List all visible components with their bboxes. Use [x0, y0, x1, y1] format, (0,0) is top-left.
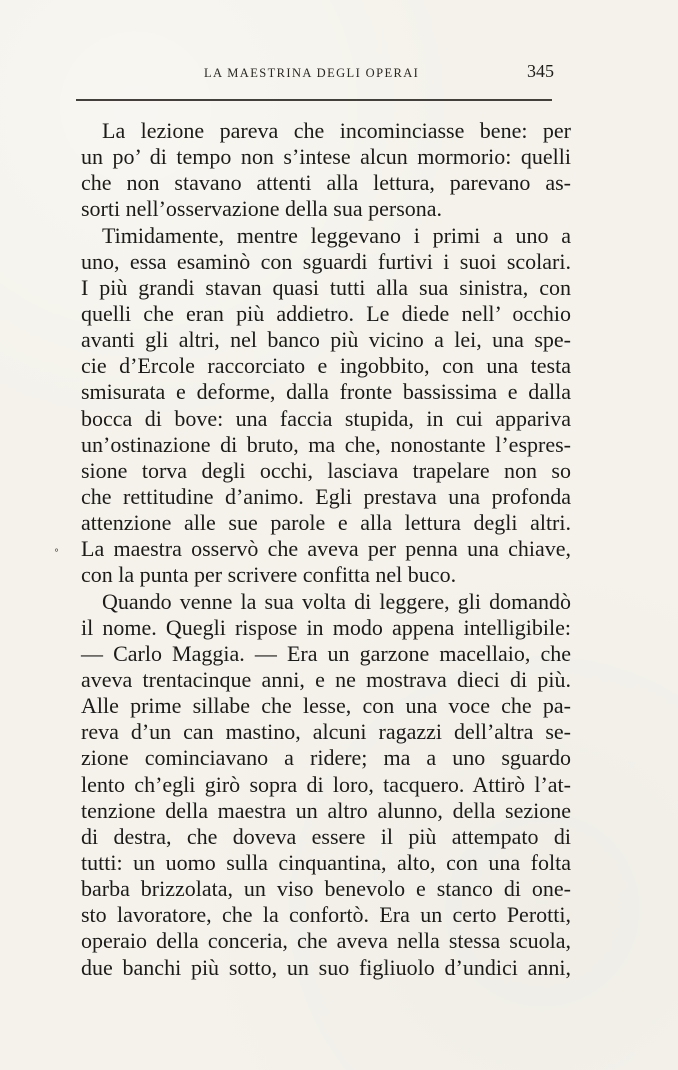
- text-line: sione torva degli occhi, lasciava trapelare non so: [81, 457, 571, 483]
- text-line: Timidamente, mentre leggevano i primi a uno a: [102, 222, 571, 248]
- margin-mark: °: [54, 548, 59, 559]
- running-title: LA MAESTRINA DEGLI OPERAI: [204, 66, 420, 80]
- text-line: tenzione della maestra un altro alunno, della sezione: [81, 797, 571, 823]
- text-line: La maestra osservò che aveva per penna una chiave,: [81, 536, 571, 562]
- text-line: attenzione alle sue parole e alla lettura degli altri.: [81, 510, 571, 536]
- text-line: cie d’Ercole raccorciato e ingobbito, con una testa: [81, 353, 571, 379]
- text-line: di destra, che doveva essere il più attempato di: [81, 823, 571, 849]
- text-line: Alle prime sillabe che lesse, con una voce che pa-: [81, 693, 571, 719]
- text-line: aveva trentacinque anni, e ne mostrava dieci di più.: [81, 666, 571, 692]
- header-rule: [76, 99, 552, 101]
- text-line: reva d’un can mastino, alcuni ragazzi dell’altra se-: [81, 719, 571, 745]
- text-line: che non stavano attenti alla lettura, parevano as-: [81, 170, 571, 196]
- page-number: 345: [527, 61, 554, 81]
- text-line: I più grandi stavan quasi tutti alla sua sinistra, con: [81, 274, 571, 300]
- text-line: avanti gli altri, nel banco più vicino a lei, una spe-: [81, 327, 571, 353]
- text-line: uno, essa esaminò con sguardi furtivi i suoi scolari.: [81, 248, 571, 274]
- text-line: — Carlo Maggia. — Era un garzone macellaio, che: [81, 640, 571, 666]
- body-text: [81, 118, 571, 981]
- text-line: il nome. Quegli rispose in modo appena intelligibile:: [81, 614, 571, 640]
- text-line: due banchi più sotto, un suo figliuolo d’undici anni,: [81, 954, 571, 980]
- text-line: lento ch’egli girò sopra di loro, tacquero. Attirò l’at-: [81, 771, 571, 797]
- text-line: operaio della conceria, che aveva nella stessa scuola,: [81, 928, 571, 954]
- text-line: barba brizzolata, un viso benevolo e stanco di one-: [81, 876, 571, 902]
- text-line: tutti: un uomo sulla cinquantina, alto, con una folta: [81, 849, 571, 875]
- text-line: bocca di bove: una faccia stupida, in cui appariva: [81, 405, 571, 431]
- text-line: sorti nell’osservazione della sua persona.: [81, 196, 443, 222]
- text-line: che rettitudine d’animo. Egli prestava una profonda: [81, 483, 571, 509]
- text-line: sto lavoratore, che la confortò. Era un certo Perotti,: [81, 902, 571, 928]
- text-line: con la punta per scrivere confitta nel buco.: [81, 562, 457, 588]
- text-line: Quando venne la sua volta di leggere, gli domandò: [102, 588, 571, 614]
- text-line: quelli che eran più addietro. Le diede nell’ occhio: [81, 300, 571, 326]
- text-line: zione cominciavano a ridere; ma a uno sguardo: [81, 745, 571, 771]
- text-line: La lezione pareva che incominciasse bene: per: [102, 118, 571, 143]
- text-line: un po’ di tempo non s’intese alcun mormorio: quelli: [81, 144, 571, 170]
- running-header: [0, 61, 678, 84]
- text-line: un’ostinazione di bruto, ma che, nonostante l’espres-: [81, 431, 571, 457]
- text-line: smisurata e deforme, dalla fronte bassissima e dalla: [81, 379, 571, 405]
